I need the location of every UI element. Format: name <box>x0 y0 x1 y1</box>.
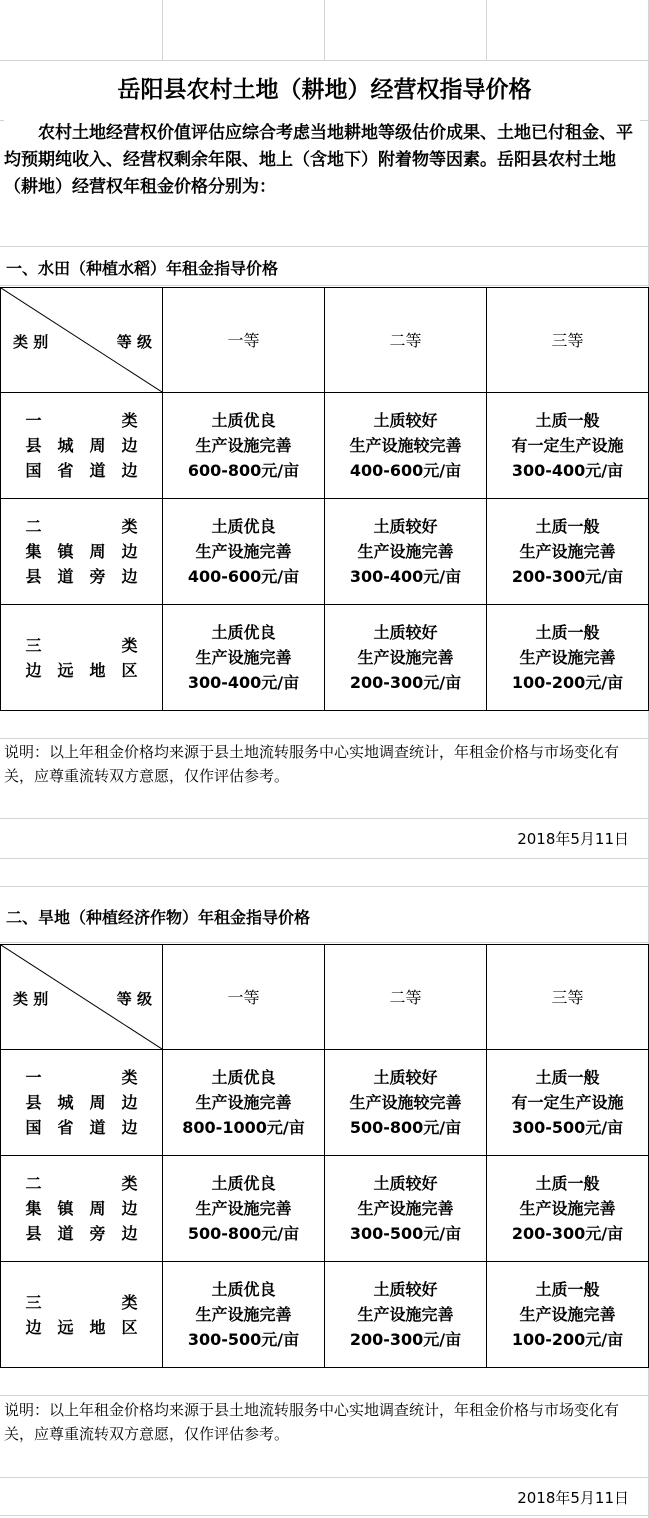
price-cell <box>163 1262 325 1368</box>
category-desc: 县城周边 <box>25 1093 138 1112</box>
price: 300-500元/亩 <box>349 1224 462 1243</box>
category-cell <box>1 1050 163 1156</box>
soil-quality: 土质优良 <box>211 411 276 430</box>
page-title: 岳阳县农村土地（耕地）经营权指导价格 <box>117 77 532 103</box>
price: 400-600元/亩 <box>349 461 462 480</box>
gridline <box>0 1395 649 1396</box>
gridline <box>0 886 649 887</box>
category-desc: 边远地区 <box>25 1317 138 1337</box>
facilities: 生产设施完善 <box>195 542 292 561</box>
diagonal-header-cell <box>1 288 163 393</box>
price-cell <box>163 393 325 499</box>
price: 100-200元/亩 <box>511 673 624 692</box>
price: 300-500元/亩 <box>187 1330 300 1349</box>
soil-quality: 土质优良 <box>211 517 276 536</box>
grade-header-2: 二等 <box>325 288 487 393</box>
facilities: 有一定生产设施 <box>511 1093 624 1112</box>
price: 200-300元/亩 <box>349 673 462 692</box>
table-row <box>1 605 649 711</box>
price: 300-400元/亩 <box>511 461 624 480</box>
facilities: 生产设施较完善 <box>349 1093 462 1112</box>
gridline <box>0 942 649 943</box>
price: 500-800元/亩 <box>349 1118 462 1137</box>
category-header-label: 类 别 <box>13 990 49 1008</box>
category-cell <box>1 1156 163 1262</box>
category-desc: 县道旁边 <box>25 1224 138 1243</box>
category-desc: 国省道边 <box>25 1118 138 1137</box>
gridline <box>0 285 649 286</box>
soil-quality: 土质一般 <box>535 623 600 642</box>
grade-header-2: 二等 <box>325 945 487 1050</box>
grade-header-3: 三等 <box>487 945 649 1050</box>
price-cell <box>325 1262 487 1368</box>
soil-quality: 土质较好 <box>373 411 438 430</box>
soil-quality: 土质较好 <box>373 1280 438 1299</box>
category-name: 一 类 <box>25 1068 138 1087</box>
category-desc: 国省道边 <box>25 461 138 480</box>
table-row <box>1 393 649 499</box>
facilities: 生产设施完善 <box>195 1093 292 1112</box>
facilities: 生产设施完善 <box>519 542 616 561</box>
soil-quality: 土质较好 <box>373 1068 438 1087</box>
grade-header-label: 等 级 <box>116 333 152 351</box>
price-cell <box>325 499 487 605</box>
category-name: 一 类 <box>25 411 138 430</box>
soil-quality: 土质一般 <box>535 1174 600 1193</box>
price-cell <box>163 499 325 605</box>
date-text: 2018年5月11日 <box>517 830 629 848</box>
price-cell <box>487 393 649 499</box>
table-header-row <box>1 288 649 393</box>
section-title: 二、旱地（种植经济作物）年租金指导价格 <box>6 908 311 927</box>
dryland-price-table <box>0 944 649 1368</box>
price-cell <box>325 393 487 499</box>
price-cell <box>325 1156 487 1262</box>
price-cell <box>325 1050 487 1156</box>
category-name: 二 类 <box>25 517 138 536</box>
soil-quality: 土质较好 <box>373 517 438 536</box>
price: 300-400元/亩 <box>187 673 300 692</box>
category-cell <box>1 393 163 499</box>
gridline <box>0 738 649 739</box>
facilities: 生产设施完善 <box>357 1199 454 1218</box>
gridline <box>486 0 487 60</box>
facilities: 生产设施较完善 <box>349 436 462 455</box>
price-cell <box>487 499 649 605</box>
gridline <box>0 1477 649 1478</box>
price: 300-500元/亩 <box>511 1118 624 1137</box>
table-row <box>1 499 649 605</box>
price-cell <box>487 1050 649 1156</box>
gridline <box>162 0 163 60</box>
category-desc: 集镇周边 <box>25 542 138 561</box>
category-header-label: 类 别 <box>13 333 49 351</box>
grade-header-label: 等 级 <box>116 990 152 1008</box>
price: 200-300元/亩 <box>511 567 624 586</box>
soil-quality: 土质较好 <box>373 1174 438 1193</box>
intro-paragraph: 农村土地经营权价值评估应综合考虑当地耕地等级估价成果、土地已付租金、平均预期纯收入、经营权剩余年限、地上（含地下）附着物等因素。岳阳县农村土地（耕地）经营权年租金价格分别为： <box>4 120 640 201</box>
soil-quality: 土质优良 <box>211 1174 276 1193</box>
grade-header-1: 一等 <box>163 288 325 393</box>
facilities: 生产设施完善 <box>195 1305 292 1324</box>
soil-quality: 土质一般 <box>535 411 600 430</box>
facilities: 生产设施完善 <box>357 1305 454 1324</box>
price: 500-800元/亩 <box>187 1224 300 1243</box>
price: 600-800元/亩 <box>187 461 300 480</box>
category-name: 三 类 <box>25 1292 138 1312</box>
facilities: 生产设施完善 <box>195 648 292 667</box>
table-row <box>1 1050 649 1156</box>
category-cell <box>1 605 163 711</box>
category-desc: 县道旁边 <box>25 567 138 586</box>
facilities: 生产设施完善 <box>519 1199 616 1218</box>
price-cell <box>163 605 325 711</box>
gridline <box>0 60 649 61</box>
gridline <box>0 246 649 247</box>
gridline <box>0 818 649 819</box>
gridline <box>0 1515 649 1516</box>
soil-quality: 土质一般 <box>535 517 600 536</box>
section-title: 一、水田（种植水稻）年租金指导价格 <box>6 259 279 278</box>
category-name: 二 类 <box>25 1174 138 1193</box>
price: 100-200元/亩 <box>511 1330 624 1349</box>
category-desc: 县城周边 <box>25 436 138 455</box>
category-cell <box>1 499 163 605</box>
soil-quality: 土质较好 <box>373 623 438 642</box>
price-cell <box>487 605 649 711</box>
category-name: 三 类 <box>25 635 138 655</box>
facilities: 生产设施完善 <box>357 648 454 667</box>
price: 800-1000元/亩 <box>182 1118 305 1137</box>
price: 200-300元/亩 <box>349 1330 462 1349</box>
soil-quality: 土质优良 <box>211 623 276 642</box>
note-text: 说明：以上年租金价格均来源于县土地流转服务中心实地调查统计，年租金价格与市场变化有关，应尊重流转双方意愿，仅作评估参考。 <box>4 743 620 785</box>
soil-quality: 土质一般 <box>535 1280 600 1299</box>
facilities: 生产设施完善 <box>195 1199 292 1218</box>
facilities: 生产设施完善 <box>357 542 454 561</box>
grade-header-1: 一等 <box>163 945 325 1050</box>
gridline <box>0 858 649 859</box>
facilities: 有一定生产设施 <box>511 436 624 455</box>
table-row <box>1 1262 649 1368</box>
diagonal-header-cell <box>1 945 163 1050</box>
price: 400-600元/亩 <box>187 567 300 586</box>
soil-quality: 土质优良 <box>211 1068 276 1087</box>
price-cell <box>487 1156 649 1262</box>
paddy-price-table <box>0 287 649 711</box>
price-cell <box>163 1050 325 1156</box>
category-desc: 集镇周边 <box>25 1199 138 1218</box>
facilities: 生产设施完善 <box>195 436 292 455</box>
price-cell <box>487 1262 649 1368</box>
soil-quality: 土质一般 <box>535 1068 600 1087</box>
grade-header-3: 三等 <box>487 288 649 393</box>
date-text: 2018年5月11日 <box>517 1489 629 1507</box>
price-cell <box>325 605 487 711</box>
note-text: 说明：以上年租金价格均来源于县土地流转服务中心实地调查统计，年租金价格与市场变化有关，应尊重流转双方意愿，仅作评估参考。 <box>4 1401 620 1443</box>
facilities: 生产设施完善 <box>519 1305 616 1324</box>
table-row <box>1 1156 649 1262</box>
table-header-row <box>1 945 649 1050</box>
gridline <box>324 0 325 60</box>
facilities: 生产设施完善 <box>519 648 616 667</box>
price-cell <box>163 1156 325 1262</box>
category-desc: 边远地区 <box>25 660 138 680</box>
price: 200-300元/亩 <box>511 1224 624 1243</box>
category-cell <box>1 1262 163 1368</box>
price: 300-400元/亩 <box>349 567 462 586</box>
soil-quality: 土质优良 <box>211 1280 276 1299</box>
